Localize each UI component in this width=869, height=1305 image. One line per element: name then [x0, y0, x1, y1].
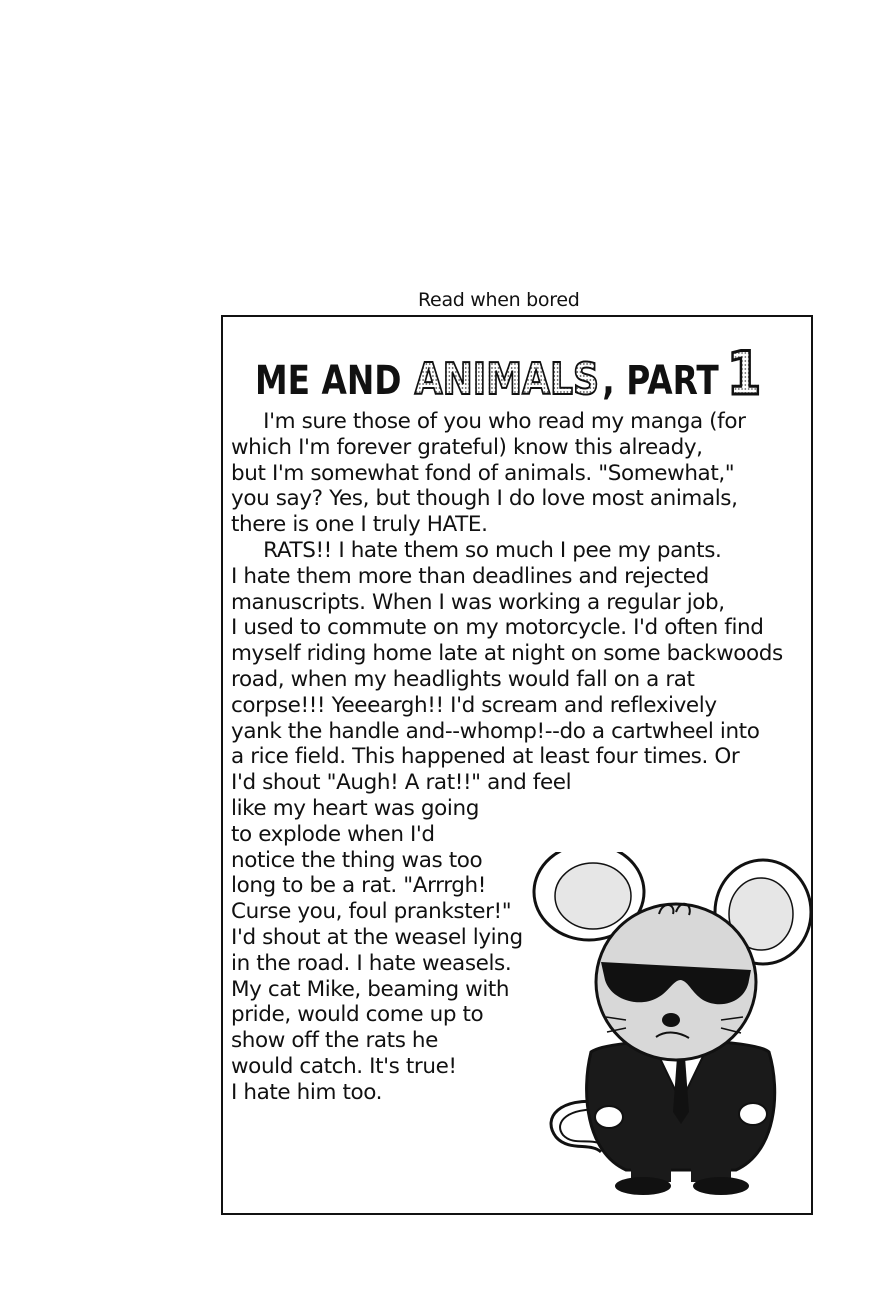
body-line: which I'm forever grateful) know this already,	[231, 434, 703, 460]
body-line: a rice field. This happened at least four times. Or	[231, 744, 740, 770]
body-line: like my heart was going	[231, 795, 479, 821]
title-comma: ,	[602, 358, 615, 404]
body-line: would catch. It's true!	[231, 1053, 457, 1079]
body-line: pride, would come up to	[231, 1002, 484, 1028]
body-line: I hate him too.	[231, 1079, 383, 1105]
body-line: there is one I truly HATE.	[231, 512, 488, 538]
body-line: yank the handle and--whomp!--do a cartwheel into	[231, 718, 760, 744]
mouse-nose	[662, 1013, 680, 1027]
body-line: RATS!! I hate them so much I pee my pants.	[231, 537, 722, 563]
body-line: I used to commute on my motorcycle. I'd often find	[231, 615, 764, 641]
body-line: I hate them more than deadlines and rejected	[231, 563, 709, 589]
title-me-and: ME AND	[255, 358, 402, 404]
body-line: you say? Yes, but though I do love most animals,	[231, 486, 738, 512]
body-line: in the road. I hate weasels.	[231, 950, 512, 976]
body-line: I'm sure those of you who read my manga (for	[231, 409, 746, 434]
body-line: notice the thing was too	[231, 847, 483, 873]
body-line: Curse you, foul prankster!"	[231, 899, 512, 925]
body-line: road, when my headlights would fall on a rat	[231, 666, 695, 692]
body-line: myself riding home late at night on some backwoods	[231, 641, 783, 667]
mouse-foot-right	[693, 1177, 749, 1195]
mouse-ear-left-inner	[555, 863, 631, 929]
essay-panel	[221, 315, 813, 1215]
mouse-in-sunglasses-illustration	[531, 852, 811, 1197]
mouse-hand-left	[595, 1106, 623, 1128]
essay-title	[255, 339, 762, 409]
body-line: I'd shout at the weasel lying	[231, 924, 523, 950]
caption-read-when-bored: Read when bored	[418, 289, 580, 311]
body-line: to explode when I'd	[231, 821, 435, 847]
title-part-number: 1	[726, 339, 762, 409]
body-line: long to be a rat. "Arrrgh!	[231, 873, 486, 899]
body-line: but I'm somewhat fond of animals. "Somewhat,"	[231, 460, 735, 486]
mouse-hand-right	[739, 1103, 767, 1125]
body-line: show off the rats he	[231, 1028, 438, 1054]
mouse-foot-left	[615, 1177, 671, 1195]
title-animals: ANIMALS	[414, 354, 600, 405]
body-line: My cat Mike, beaming with	[231, 976, 510, 1002]
body-line: manuscripts. When I was working a regular job,	[231, 589, 725, 615]
body-line: corpse!!! Yeeeargh!! I'd scream and reflexively	[231, 692, 717, 718]
body-line: I'd shout "Augh! A rat!!" and feel	[231, 770, 572, 796]
title-part: PART	[626, 358, 719, 404]
